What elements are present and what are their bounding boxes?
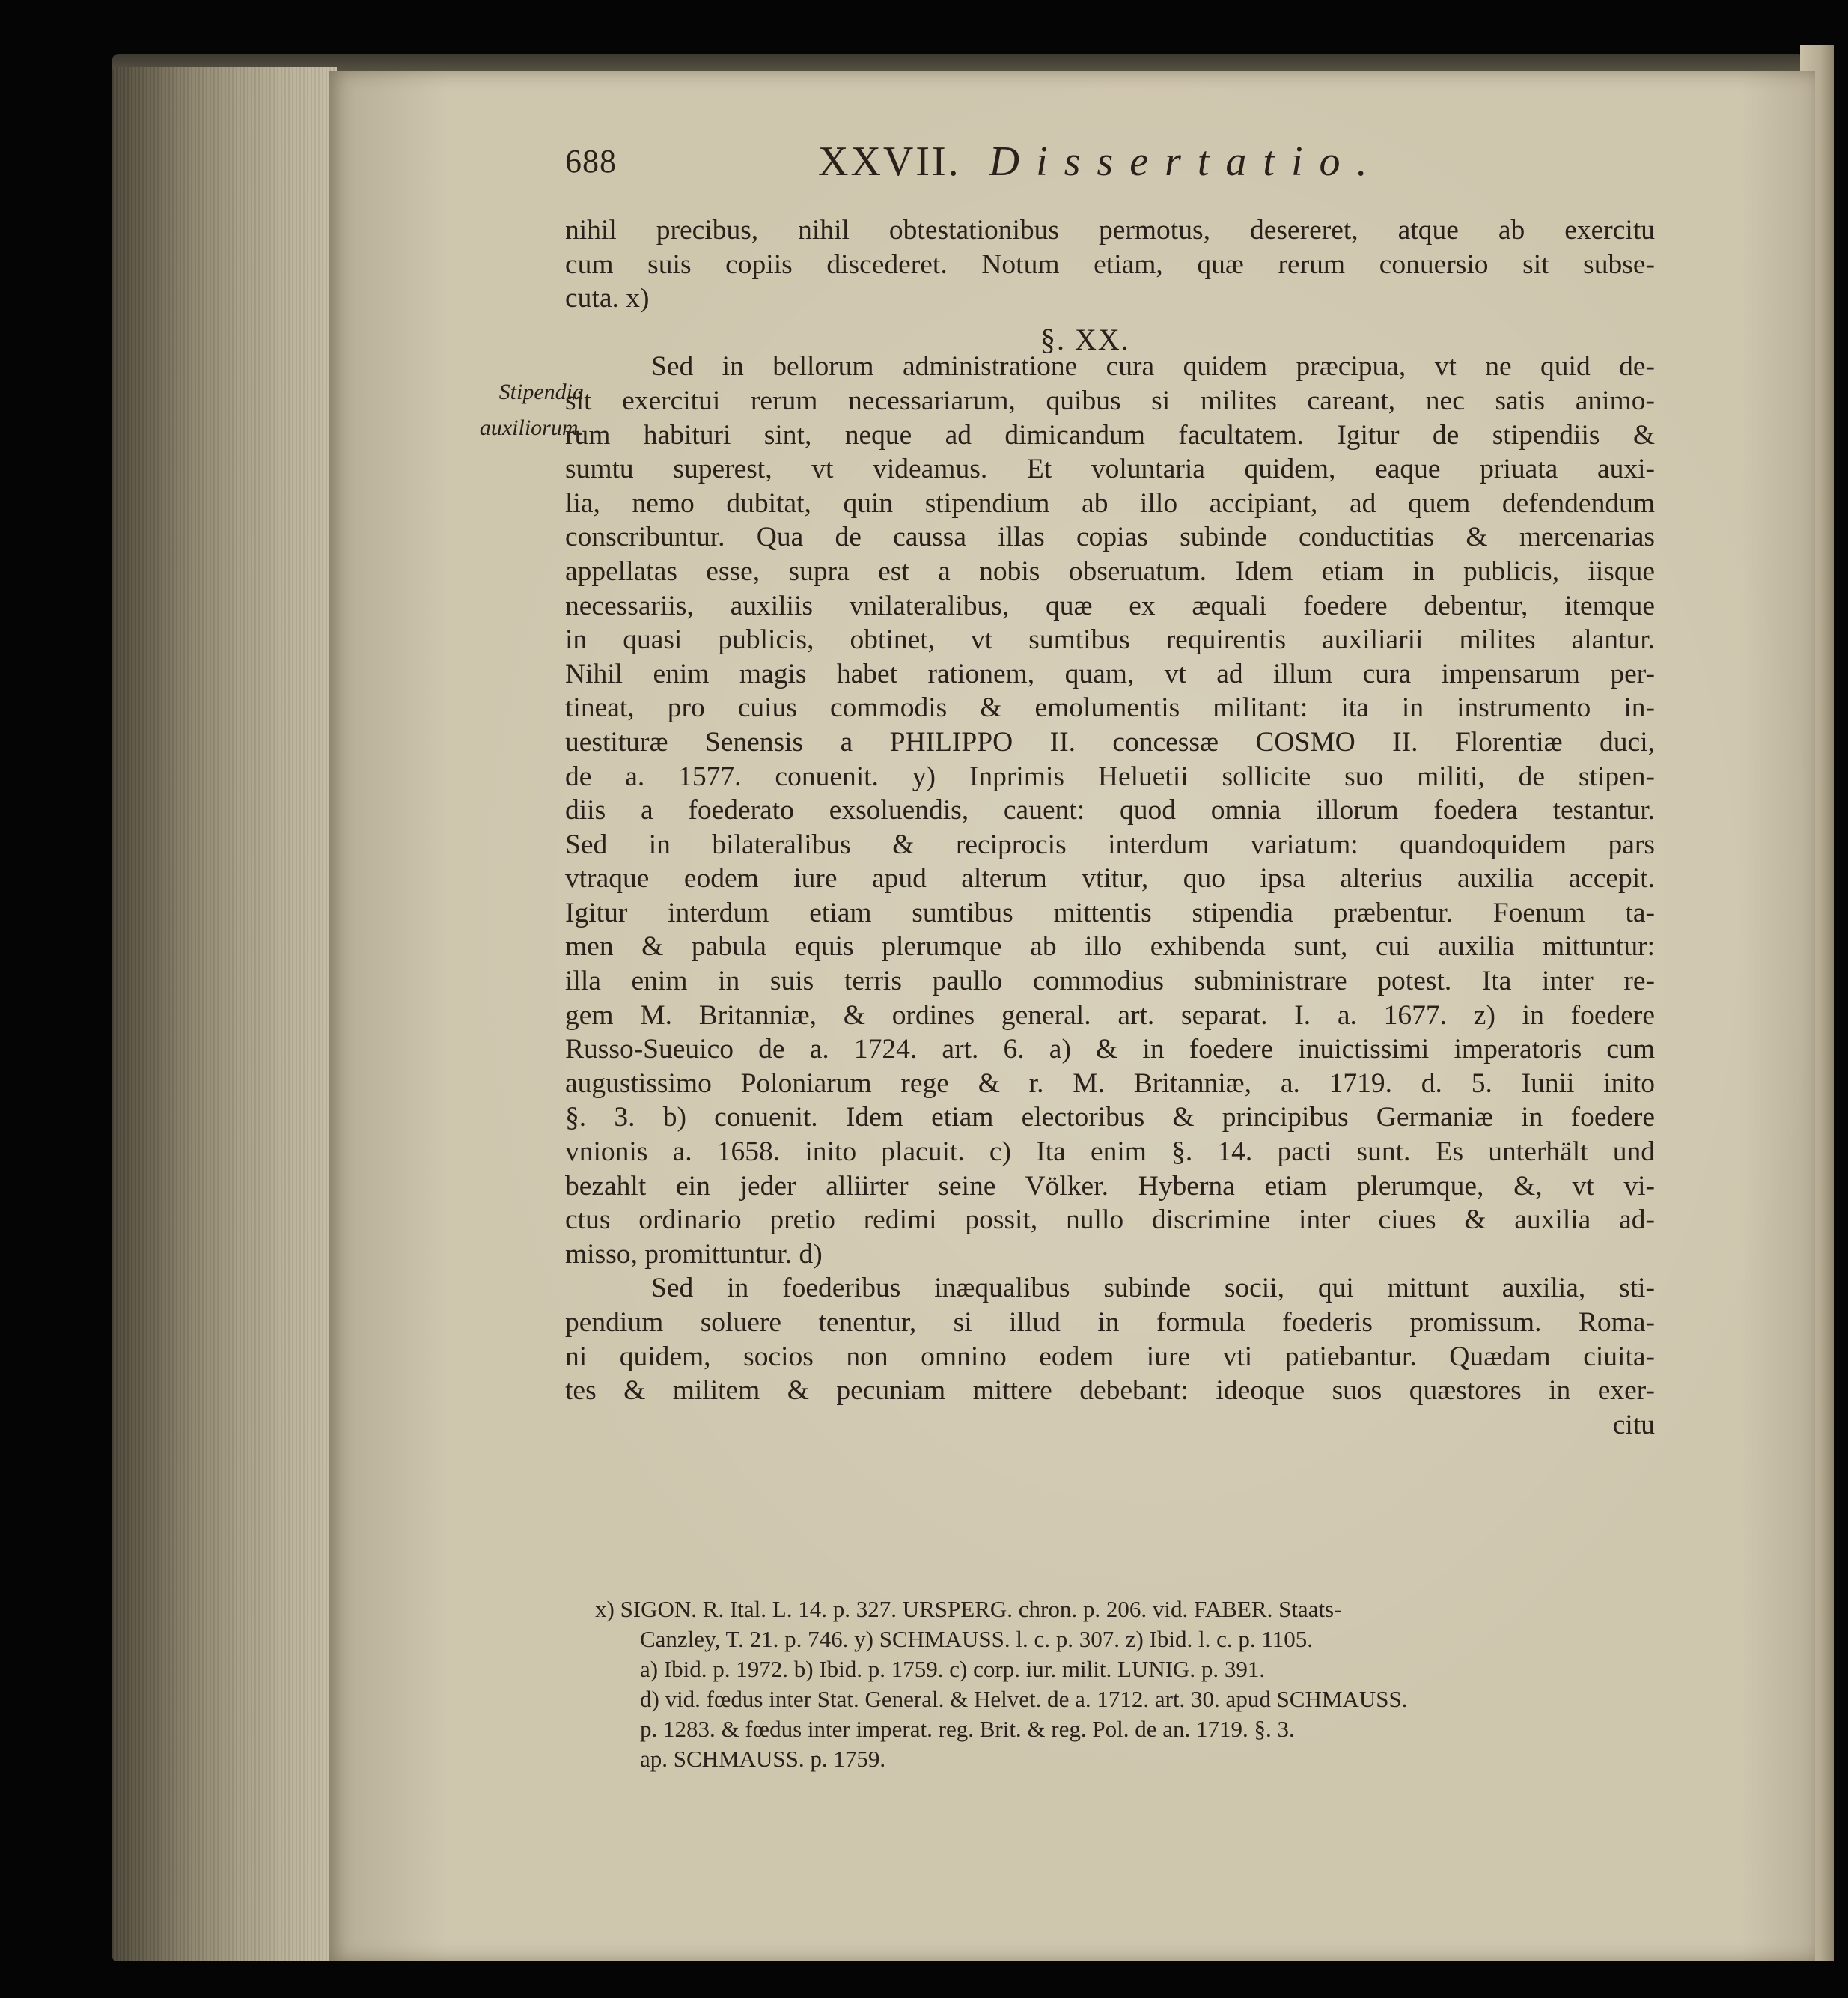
text-line: gem M. Britanniæ, & ordines general. art. separat. I. a. 1677. z) in foedere [565, 999, 1655, 1031]
text-line: conscribuntur. Qua de caussa illas copias subinde conductitias & mercenarias [565, 522, 1655, 553]
body-text [565, 213, 1655, 1442]
text-line: uestituræ Senensis a PHILIPPO II. concessæ COSMO II. Florentiæ duci, [565, 726, 1655, 758]
section-spacer [565, 316, 1655, 350]
text-line: lia, nemo dubitat, quin stipendium ab illo accipiant, ad quem defendendum [565, 487, 1655, 519]
running-header [565, 138, 1650, 210]
text-line: appellatas esse, supra est a nobis obseruatum. Idem etiam in publicis, iisque [565, 555, 1655, 587]
footnote-line: a) Ibid. p. 1972. b) Ibid. p. 1759. c) corp. iur. milit. LUNIG. p. 391. [640, 1656, 1266, 1682]
text-line: necessariis, auxiliis vnilateralibus, quæ ex æquali foedere debentur, itemque [565, 590, 1655, 621]
text-line: ctus ordinario pretio redimi possit, nullo discrimine inter ciues & auxilia ad- [565, 1204, 1655, 1236]
dissertation-numeral: XXVII. [818, 138, 961, 185]
text-line: vtraque eodem iure apud alterum vtitur, quo ipsa alterius auxilia accepit. [565, 863, 1655, 895]
text-line: bezahlt ein jeder alliirter seine Völker. Hyberna etiam plerumque, &, vt vi- [565, 1170, 1655, 1201]
marginal-note-line: Stipendia [498, 380, 584, 404]
text-line: Nihil enim magis habet rationem, quam, vt ad illum cura impensarum per- [565, 658, 1655, 689]
text-line: nihil precibus, nihil obtestationibus permotus, desereret, atque ab exercitu [565, 215, 1655, 246]
text-line: misso, promittuntur. d) [565, 1238, 823, 1270]
text-line: pendium soluere tenentur, si illud in formula foederis promissum. Roma- [565, 1307, 1655, 1338]
footnote-line: p. 1283. & fœdus inter imperat. reg. Brit. & reg. Pol. de an. 1719. §. 3. [640, 1716, 1295, 1742]
text-line: tineat, pro cuius commodis & emolumentis militant: ita in instrumento in- [565, 692, 1655, 724]
text-line: de a. 1577. conuenit. y) Inprimis Heluetii sollicite suo militi, de stipen- [565, 761, 1655, 792]
text-line: §. 3. b) conuenit. Idem etiam electoribus & principibus Germaniæ in foedere [565, 1102, 1655, 1133]
footnote-line: d) vid. fœdus inter Stat. General. & Helvet. de a. 1712. art. 30. apud SCHMAUSS. [640, 1686, 1408, 1712]
text-line: sumtu superest, vt videamus. Et voluntaria quidem, eaque priuata auxi- [565, 454, 1655, 485]
page-number: 688 [565, 143, 617, 180]
text-line: augustissimo Poloniarum rege & r. M. Britanniæ, a. 1719. d. 5. Iunii inito [565, 1067, 1655, 1099]
text-line: Sed in bellorum administratione cura quidem præcipua, vt ne quid de- [651, 351, 1655, 383]
text-line: in quasi publicis, obtinet, vt sumtibus requirentis auxiliarii milites alantur. [565, 624, 1655, 656]
dissertation-word: Dissertatio. [989, 138, 1384, 185]
running-title [818, 138, 1384, 186]
text-line: ni quidem, socios non omnino eodem iure vti patiebantur. Quædam ciuita- [565, 1341, 1655, 1372]
text-line: cuta. x) [565, 283, 650, 314]
book-page-edges [112, 67, 337, 1961]
text-line: vnionis a. 1658. inito placuit. c) Ita enim §. 14. pacti sunt. Es unterhält und [565, 1136, 1655, 1168]
footnote-line: x) SIGON. R. Ital. L. 14. p. 327. URSPERG. chron. p. 206. vid. FABER. Staats- [595, 1596, 1342, 1622]
footnote-line: ap. SCHMAUSS. p. 1759. [640, 1746, 886, 1772]
text-line: Sed in foederibus inæqualibus subinde socii, qui mittunt auxilia, sti- [651, 1273, 1655, 1304]
text-line: sit exercitui rerum necessariarum, quibus si milites careant, nec satis animo- [565, 385, 1655, 416]
catchword: citu [1612, 1409, 1655, 1440]
section-heading: §. XX. [1040, 323, 1130, 356]
text-line: Sed in bilateralibus & reciprocis interdum variatum: quandoquidem pars [565, 829, 1655, 860]
text-line: Russo-Sueuico de a. 1724. art. 6. a) & in foedere inuictissimi imperatoris cum [565, 1034, 1655, 1065]
marginal-note [397, 374, 584, 446]
text-line: diis a foederato exsoluendis, cauent: quod omnia illorum foedera testantur. [565, 795, 1655, 826]
footnote-line: Canzley, T. 21. p. 746. y) SCHMAUSS. l. c. p. 307. z) Ibid. l. c. p. 1105. [640, 1626, 1313, 1652]
footnotes [595, 1595, 1658, 1774]
text-line: Igitur interdum etiam sumtibus mittentis stipendia præbentur. Foenum ta- [565, 897, 1655, 928]
text-line: rum habituri sint, neque ad dimicandum facultatem. Igitur de stipendiis & [565, 419, 1655, 451]
text-line: tes & militem & pecuniam mittere debebant: ideoque suos quæstores in exer- [565, 1375, 1655, 1407]
text-line: cum suis copiis discederet. Notum etiam, quæ rerum conuersio sit subse- [565, 249, 1655, 280]
text-line: illa enim in suis terris paullo commodius subministrare potest. Ita inter re- [565, 966, 1655, 997]
text-line: men & pabula equis plerumque ab illo exhibenda sunt, cui auxilia mittuntur: [565, 931, 1655, 963]
marginal-note-line: auxiliorum. [479, 415, 584, 440]
